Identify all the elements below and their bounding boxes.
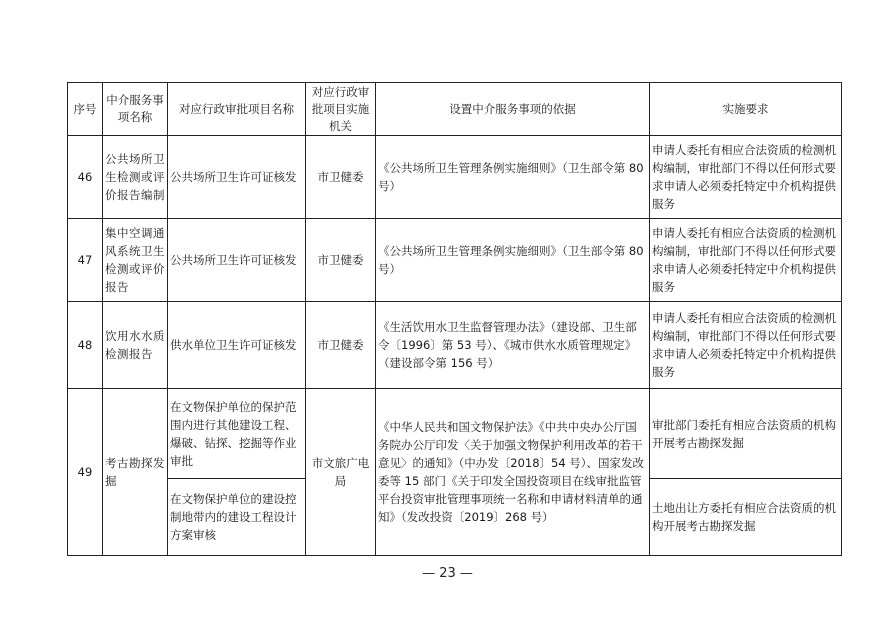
- header-service-name: 中介服务事项名称: [103, 83, 168, 136]
- service-name-cell: 饮用水水质检测报告: [103, 302, 168, 389]
- row-number: 46: [68, 136, 103, 219]
- table-row: [68, 136, 842, 219]
- approval-item-cell: 公共场所卫生许可证核发: [168, 136, 306, 219]
- service-name-cell: 公共场所卫生检测或评价报告编制: [103, 136, 168, 219]
- agency-cell: 市文旅广电局: [306, 389, 376, 556]
- approval-item-cell: 在文物保护单位的保护范围内进行其他建设工程、爆破、钻探、挖掘等作业审批: [168, 389, 306, 479]
- header-requirement: 实施要求: [650, 83, 842, 136]
- agency-cell: 市卫健委: [306, 136, 376, 219]
- requirement-cell: 土地出让方委托有相应合法资质的机构开展考古勘探发掘: [650, 479, 842, 556]
- basis-cell: 《生活饮用水卫生监督管理办法》（建设部、卫生部令〔1996〕第 53 号）、《城市供水水质管理规定》（建设部令第 156 号）: [376, 302, 650, 389]
- requirement-cell: 申请人委托有相应合法资质的检测机构编制，审批部门不得以任何形式要求申请人必须委托特定中介机构提供服务: [650, 136, 842, 219]
- service-name-cell: 集中空调通风系统卫生检测或评价报告: [103, 219, 168, 302]
- basis-cell: 《公共场所卫生管理条例实施细则》（卫生部令第 80 号）: [376, 219, 650, 302]
- requirement-cell: 申请人委托有相应合法资质的检测机构编制，审批部门不得以任何形式要求申请人必须委托特定中介机构提供服务: [650, 219, 842, 302]
- approval-item-cell: 供水单位卫生许可证核发: [168, 302, 306, 389]
- table-row: [68, 219, 842, 302]
- basis-cell: 《公共场所卫生管理条例实施细则》（卫生部令第 80 号）: [376, 136, 650, 219]
- header-approval-agency: 对应行政审批项目实施机关: [306, 83, 376, 136]
- header-approval-item: 对应行政审批项目名称: [168, 83, 306, 136]
- approval-item-cell: 在文物保护单位的建设控制地带内的建设工程设计方案审核: [168, 479, 306, 556]
- header-basis: 设置中介服务事项的依据: [376, 83, 650, 136]
- page-number: — 23 —: [422, 566, 473, 581]
- row-number: 48: [68, 302, 103, 389]
- requirement-cell: 审批部门委托有相应合法资质的机构开展考古勘探发掘: [650, 389, 842, 479]
- row-number: 49: [68, 389, 103, 556]
- service-name-cell: 考古勘探发掘: [103, 389, 168, 556]
- table-row: [68, 389, 842, 479]
- table-row: [68, 302, 842, 389]
- header-row: [68, 83, 842, 136]
- agency-cell: 市卫健委: [306, 219, 376, 302]
- basis-cell: 《中华人民共和国文物保护法》《中共中央办公厅国务院办公厅印发〈关于加强文物保护利用改革的若干意见〉的通知》（中办发〔2018〕54 号）、国家发改委等 15 部门《关于印发全国投资项目在线审批监管平台投资审批管理事项统一名称和申请材料清单的通知》（发改投资〔2019〕268 号）: [376, 389, 650, 556]
- requirement-cell: 申请人委托有相应合法资质的检测机构编制，审批部门不得以任何形式要求申请人必须委托特定中介机构提供服务: [650, 302, 842, 389]
- approval-item-cell: 公共场所卫生许可证核发: [168, 219, 306, 302]
- intermediary-services-table: [67, 82, 842, 556]
- row-number: 47: [68, 219, 103, 302]
- header-seq: 序号: [68, 83, 103, 136]
- agency-cell: 市卫健委: [306, 302, 376, 389]
